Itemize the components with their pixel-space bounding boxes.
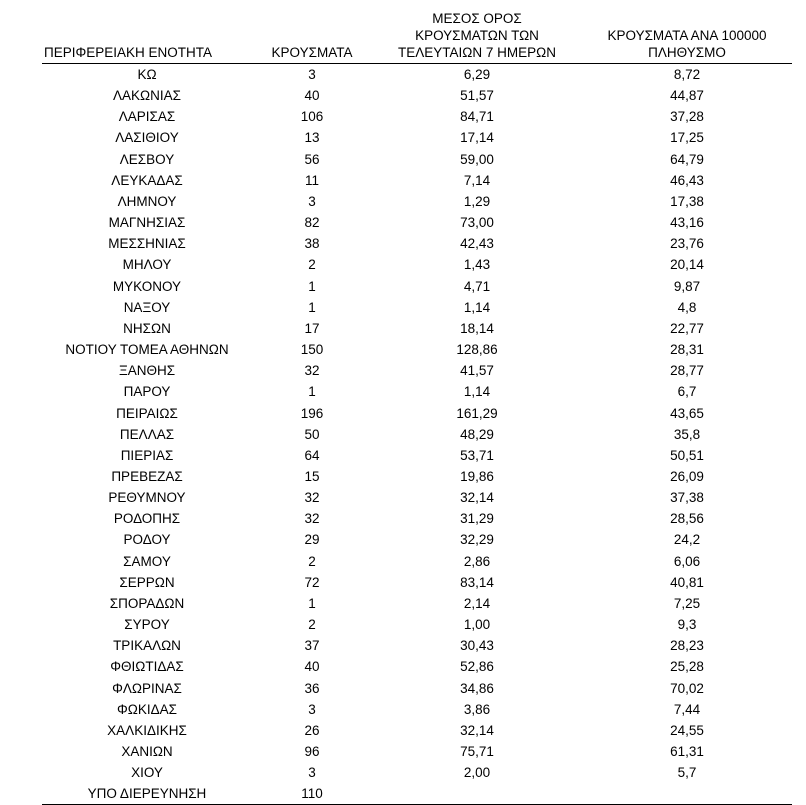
cell-per100k: 35,8 bbox=[673, 426, 701, 442]
cell-region: ΜΑΓΝΗΣΙΑΣ bbox=[108, 215, 186, 231]
header-row bbox=[42, 10, 792, 64]
cell-per100k: 8,72 bbox=[673, 67, 701, 82]
cell-cases: 2 bbox=[308, 257, 316, 273]
cell-avg7: 2,00 bbox=[463, 765, 491, 781]
table-row bbox=[42, 212, 792, 233]
table-row bbox=[42, 593, 792, 614]
cell-region: ΜΥΚΟΝΟΥ bbox=[112, 278, 182, 294]
header-avg7 bbox=[372, 10, 582, 64]
header-avg7-line1: ΜΕΣΟΣ ΟΡΟΣ bbox=[432, 11, 522, 26]
table-row bbox=[42, 106, 792, 127]
header-per100k-line1: ΚΡΟΥΣΜΑΤΑ ΑΝΑ 100000 bbox=[607, 28, 767, 43]
cell-region: ΡΟΔΟΥ bbox=[123, 532, 171, 548]
cell-per100k: 44,87 bbox=[670, 88, 704, 104]
cell-region: ΛΗΜΝΟΥ bbox=[117, 193, 177, 209]
cell-avg7: 18,14 bbox=[460, 320, 494, 336]
header-per100k bbox=[582, 10, 792, 64]
cell-per100k: 25,28 bbox=[670, 659, 704, 675]
cell-avg7: 42,43 bbox=[460, 236, 494, 252]
table-row bbox=[42, 254, 792, 275]
header-per100k-line2: ΠΛΗΘΥΣΜΟ bbox=[648, 45, 726, 60]
header-avg7-line2: ΚΡΟΥΣΜΑΤΩΝ ΤΩΝ bbox=[415, 28, 539, 43]
cell-cases: 40 bbox=[304, 88, 320, 104]
cell-cases: 36 bbox=[304, 680, 320, 696]
cell-region: ΧΙΟΥ bbox=[131, 765, 163, 781]
table-row bbox=[42, 762, 792, 783]
cell-per100k: 9,3 bbox=[677, 617, 697, 633]
cell-avg7: 2,86 bbox=[463, 553, 491, 569]
cell-cases: 38 bbox=[304, 236, 320, 252]
table-row bbox=[42, 783, 792, 805]
table-row bbox=[42, 339, 792, 360]
cell-avg7: 83,14 bbox=[460, 574, 494, 590]
cell-per100k: 7,44 bbox=[673, 701, 701, 717]
cell-per100k: 37,38 bbox=[670, 490, 704, 506]
cell-per100k bbox=[582, 783, 792, 805]
table-row bbox=[42, 635, 792, 656]
table-row bbox=[42, 699, 792, 720]
table-row bbox=[42, 276, 792, 297]
table-row bbox=[42, 720, 792, 741]
cell-cases: 17 bbox=[304, 320, 320, 336]
covid-cases-table bbox=[42, 10, 792, 805]
cell-per100k: 70,02 bbox=[670, 680, 704, 696]
table-row bbox=[42, 656, 792, 677]
cell-region: ΚΩ bbox=[137, 67, 157, 82]
cell-region: ΧΑΝΙΩΝ bbox=[121, 744, 173, 759]
table-row bbox=[42, 360, 792, 381]
cell-cases: 32 bbox=[304, 511, 320, 527]
cell-region: ΛΑΚΩΝΙΑΣ bbox=[113, 88, 181, 104]
cell-per100k: 5,7 bbox=[677, 765, 697, 781]
cell-per100k: 37,28 bbox=[670, 109, 704, 125]
header-region-label: ΠΕΡΙΦΕΡΕΙΑΚΗ ΕΝΟΤΗΤΑ bbox=[44, 45, 213, 60]
cell-cases: 3 bbox=[308, 701, 316, 717]
cell-per100k: 64,79 bbox=[670, 151, 704, 167]
cell-per100k: 43,65 bbox=[670, 405, 704, 421]
cell-region: ΥΠΟ ΔΙΕΡΕΥΝΗΣΗ bbox=[42, 783, 252, 805]
cell-avg7: 31,29 bbox=[460, 511, 494, 527]
cell-cases: 3 bbox=[308, 67, 316, 82]
cell-region: ΜΗΛΟΥ bbox=[122, 257, 172, 273]
table-row bbox=[42, 381, 792, 402]
cell-per100k: 28,77 bbox=[670, 363, 704, 379]
cell-cases: 3 bbox=[308, 193, 316, 209]
cell-region: ΡΕΘΥΜΝΟΥ bbox=[108, 490, 186, 506]
table-row bbox=[42, 64, 792, 86]
cell-cases: 40 bbox=[304, 659, 320, 675]
cell-avg7: 1,14 bbox=[463, 299, 491, 315]
cell-region: ΦΩΚΙΔΑΣ bbox=[117, 701, 177, 717]
cell-avg7: 19,86 bbox=[460, 468, 494, 484]
table-body bbox=[42, 64, 792, 805]
cell-avg7: 4,71 bbox=[463, 278, 491, 294]
cell-cases: 110 bbox=[252, 783, 372, 805]
cell-cases: 32 bbox=[304, 490, 320, 506]
cell-cases: 29 bbox=[304, 532, 320, 548]
cell-avg7: 52,86 bbox=[460, 659, 494, 675]
cell-cases: 37 bbox=[304, 638, 320, 654]
cell-per100k: 9,87 bbox=[673, 278, 701, 294]
cell-cases: 72 bbox=[304, 574, 320, 590]
cell-cases: 56 bbox=[304, 151, 320, 167]
cell-region: ΛΕΣΒΟΥ bbox=[119, 151, 175, 167]
cell-region: ΛΑΡΙΣΑΣ bbox=[118, 109, 176, 125]
cell-region: ΠΙΕΡΙΑΣ bbox=[120, 447, 174, 463]
cell-per100k: 26,09 bbox=[670, 468, 704, 484]
cell-cases: 2 bbox=[308, 617, 316, 633]
cell-region: ΛΑΣΙΘΙΟΥ bbox=[115, 130, 179, 146]
cell-avg7: 30,43 bbox=[460, 638, 494, 654]
cell-avg7: 3,86 bbox=[463, 701, 491, 717]
cell-per100k: 24,2 bbox=[673, 532, 701, 548]
table-row bbox=[42, 403, 792, 424]
cell-avg7: 41,57 bbox=[460, 363, 494, 379]
cell-avg7 bbox=[372, 783, 582, 805]
table-header bbox=[42, 10, 792, 64]
cell-region: ΣΕΡΡΩΝ bbox=[119, 574, 175, 590]
cell-per100k: 20,14 bbox=[670, 257, 704, 273]
header-cases bbox=[252, 10, 372, 64]
cell-per100k: 22,77 bbox=[670, 320, 704, 336]
cell-avg7: 128,86 bbox=[456, 342, 498, 358]
cell-cases: 26 bbox=[304, 722, 320, 738]
cell-region: ΝΑΞΟΥ bbox=[123, 299, 171, 315]
cell-avg7: 1,14 bbox=[463, 384, 491, 400]
cell-avg7: 1,29 bbox=[463, 193, 491, 209]
table-row bbox=[42, 741, 792, 762]
cell-cases: 106 bbox=[300, 109, 324, 125]
cell-avg7: 73,00 bbox=[460, 215, 494, 231]
cell-per100k: 28,31 bbox=[670, 342, 704, 358]
cell-avg7: 2,14 bbox=[463, 595, 491, 611]
cell-per100k: 28,23 bbox=[670, 638, 704, 654]
table-row bbox=[42, 318, 792, 339]
cell-region: ΣΥΡΟΥ bbox=[124, 617, 170, 633]
header-cases-label: ΚΡΟΥΣΜΑΤΑ bbox=[271, 45, 353, 60]
table-row bbox=[42, 85, 792, 106]
cell-per100k: 46,43 bbox=[670, 172, 704, 188]
table-row bbox=[42, 149, 792, 170]
cell-per100k: 40,81 bbox=[670, 574, 704, 590]
cell-avg7: 32,14 bbox=[460, 722, 494, 738]
table-row bbox=[42, 233, 792, 254]
cell-cases: 1 bbox=[308, 384, 316, 400]
cell-avg7: 6,29 bbox=[463, 67, 491, 82]
cell-cases: 32 bbox=[304, 363, 320, 379]
cell-per100k: 23,76 bbox=[670, 236, 704, 252]
cell-region: ΠΕΙΡΑΙΩΣ bbox=[116, 405, 178, 421]
cell-cases: 13 bbox=[304, 130, 320, 146]
cell-cases: 15 bbox=[304, 468, 320, 484]
cell-avg7: 161,29 bbox=[456, 405, 498, 421]
table-row bbox=[42, 297, 792, 318]
cell-per100k: 6,06 bbox=[673, 553, 701, 569]
table-row bbox=[42, 127, 792, 148]
table-row bbox=[42, 614, 792, 635]
cell-region: ΠΕΛΛΑΣ bbox=[119, 426, 175, 442]
cell-avg7: 48,29 bbox=[460, 426, 494, 442]
cell-avg7: 51,57 bbox=[460, 88, 494, 104]
cell-avg7: 53,71 bbox=[460, 447, 494, 463]
cell-region: ΠΡΕΒΕΖΑΣ bbox=[111, 468, 183, 484]
cell-per100k: 7,25 bbox=[673, 595, 701, 611]
cell-region: ΧΑΛΚΙΔΙΚΗΣ bbox=[107, 722, 187, 738]
cell-region: ΜΕΣΣΗΝΙΑΣ bbox=[108, 236, 186, 252]
cell-avg7: 17,14 bbox=[460, 130, 494, 146]
cell-avg7: 7,14 bbox=[463, 172, 491, 188]
cell-avg7: 59,00 bbox=[460, 151, 494, 167]
cell-region: ΤΡΙΚΑΛΩΝ bbox=[113, 638, 181, 654]
cell-per100k: 61,31 bbox=[670, 744, 704, 759]
cell-region: ΝΟΤΙΟΥ ΤΟΜΕΑ ΑΘΗΝΩΝ bbox=[65, 342, 229, 358]
cell-per100k: 28,56 bbox=[670, 511, 704, 527]
cell-cases: 82 bbox=[304, 215, 320, 231]
table-row bbox=[42, 170, 792, 191]
cell-region: ΣΑΜΟΥ bbox=[123, 553, 171, 569]
cell-per100k: 50,51 bbox=[670, 447, 704, 463]
cell-avg7: 84,71 bbox=[460, 109, 494, 125]
cell-cases: 2 bbox=[308, 553, 316, 569]
cell-per100k: 17,25 bbox=[670, 130, 704, 146]
table-row bbox=[42, 445, 792, 466]
cell-avg7: 34,86 bbox=[460, 680, 494, 696]
cell-cases: 1 bbox=[308, 278, 316, 294]
cell-cases: 96 bbox=[304, 744, 320, 759]
cell-cases: 64 bbox=[304, 447, 320, 463]
cell-cases: 50 bbox=[304, 426, 320, 442]
cell-cases: 150 bbox=[300, 342, 324, 358]
cell-cases: 196 bbox=[300, 405, 324, 421]
cell-avg7: 32,29 bbox=[460, 532, 494, 548]
cell-region: ΣΠΟΡΑΔΩΝ bbox=[109, 595, 185, 611]
header-region bbox=[42, 10, 252, 64]
table-row bbox=[42, 487, 792, 508]
cell-region: ΛΕΥΚΑΔΑΣ bbox=[111, 172, 183, 188]
cell-per100k: 43,16 bbox=[670, 215, 704, 231]
cell-cases: 1 bbox=[308, 595, 316, 611]
cell-avg7: 1,43 bbox=[463, 257, 491, 273]
cell-cases: 11 bbox=[304, 172, 319, 188]
table-row bbox=[42, 424, 792, 445]
cell-region: ΞΑΝΘΗΣ bbox=[118, 363, 176, 379]
cell-region: ΡΟΔΟΠΗΣ bbox=[113, 511, 181, 527]
table-row bbox=[42, 572, 792, 593]
cell-avg7: 1,00 bbox=[463, 617, 491, 633]
header-avg7-line3: ΤΕΛΕΥΤΑΙΩΝ 7 ΗΜΕΡΩΝ bbox=[398, 45, 556, 60]
cell-per100k: 6,7 bbox=[677, 384, 697, 400]
cell-avg7: 75,71 bbox=[460, 744, 494, 759]
cell-per100k: 17,38 bbox=[670, 193, 704, 209]
table-row bbox=[42, 508, 792, 529]
cell-per100k: 24,55 bbox=[670, 722, 704, 738]
table-row bbox=[42, 529, 792, 550]
table-row bbox=[42, 678, 792, 699]
cell-region: ΠΑΡΟΥ bbox=[123, 384, 171, 400]
cell-region: ΦΘΙΩΤΙΔΑΣ bbox=[110, 659, 184, 675]
cell-region: ΝΗΣΩΝ bbox=[123, 320, 171, 336]
cell-per100k: 4,8 bbox=[677, 299, 697, 315]
table-row bbox=[42, 466, 792, 487]
cell-avg7: 32,14 bbox=[460, 490, 494, 506]
table-row bbox=[42, 191, 792, 212]
cell-cases: 3 bbox=[308, 765, 316, 781]
cell-region: ΦΛΩΡΙΝΑΣ bbox=[112, 680, 182, 696]
cell-cases: 1 bbox=[308, 299, 316, 315]
table-row bbox=[42, 551, 792, 572]
